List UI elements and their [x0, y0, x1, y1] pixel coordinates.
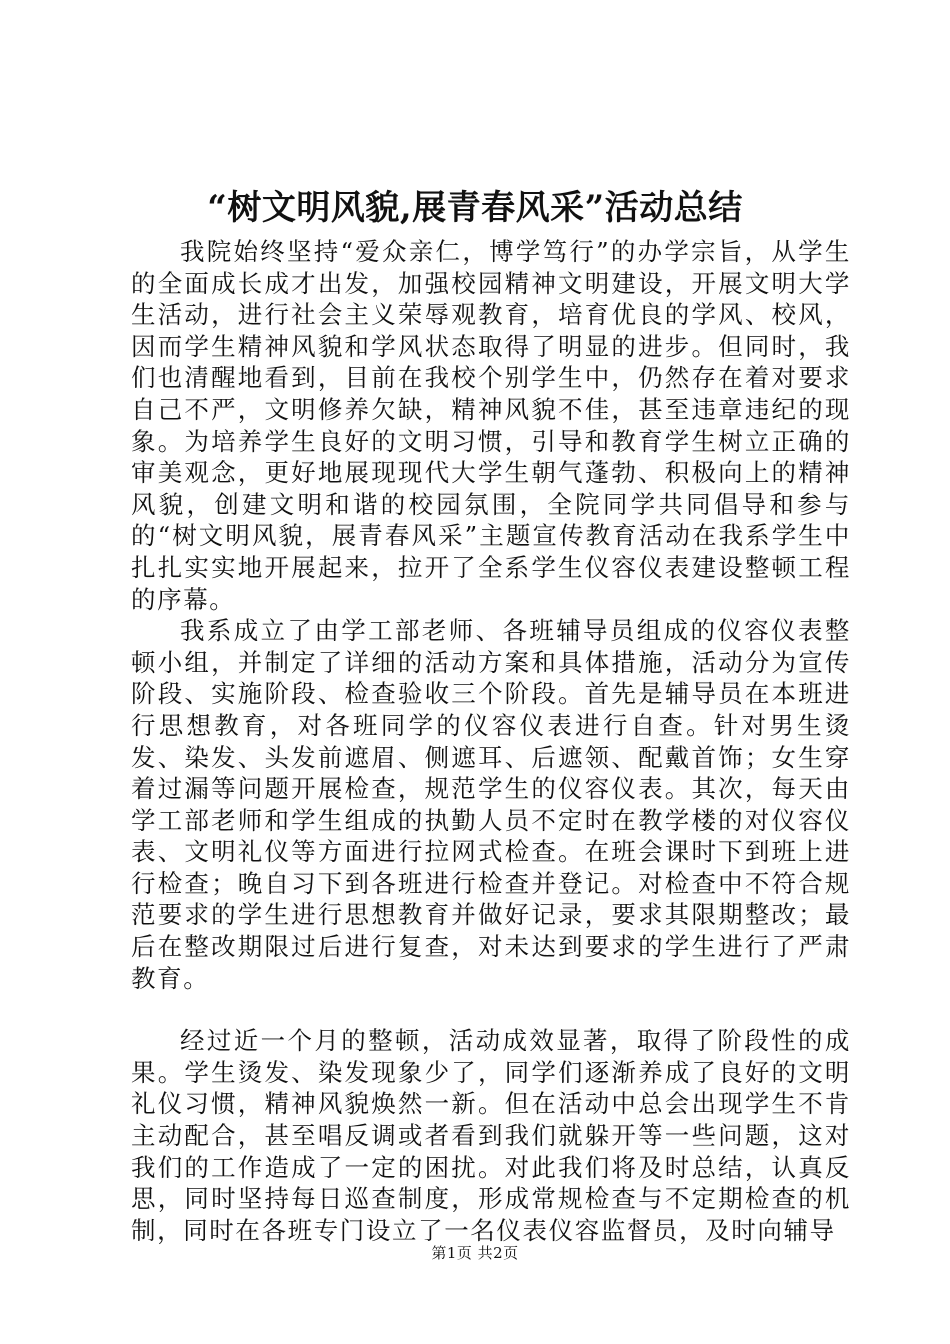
- paragraph-results: 经过近一个月的整顿，活动成效显著，取得了阶段性的成果。学生烫发、染发现象少了，同学们逐渐养成了良好的文明礼仪习惯，精神风貌焕然一新。但在活动中总会出现学生不肯主动配合，甚至唱反调或者看到我们就躲开等一些问题，这对我们的工作造成了一定的困扰。对此我们将及时总结，认真反思，同时坚持每日巡查制度，形成常规检查与不定期检查的机制，同时在各班专门设立了一名仪表仪容监督员，及时向辅导: [131, 1026, 851, 1245]
- paragraph-measures: 我系成立了由学工部老师、各班辅导员组成的仪容仪表整顿小组，并制定了详细的活动方案和具体措施，活动分为宣传阶段、实施阶段、检查验收三个阶段。首先是辅导员在本班进行思想教育，对各班同学的仪容仪表进行自查。针对男生烫发、染发、头发前遮眉、侧遮耳、后遮领、配戴首饰；女生穿着过漏等问题开展检查，规范学生的仪容仪表。其次，每天由学工部老师和学生组成的执勤人员不定时在教学楼的对仪容仪表、文明礼仪等方面进行拉网式检查。在班会课时下到班上进行检查；晚自习下到各班进行检查并登记。对检查中不符合规范要求的学生进行思想教育并做好记录，要求其限期整改；最后在整改期限过后进行复查，对未达到要求的学生进行了严肃教育。: [131, 616, 851, 993]
- document-title: “树文明风貌,展青春风采”活动总结: [207, 188, 743, 228]
- paragraph-intro: 我院始终坚持“爱众亲仁，博学笃行”的办学宗旨，从学生的全面成长成才出发，加强校园精神文明建设，开展文明大学生活动，进行社会主义荣辱观教育，培育优良的学风、校风，因而学生精神风貌和学风状态取得了明显的进步。但同时，我们也清醒地看到，目前在我校个别学生中，仍然存在着对要求自己不严，文明修养欠缺，精神风貌不佳，甚至违章违纪的现象。为培养学生良好的文明习惯，引导和教育学生树立正确的审美观念，更好地展现现代大学生朝气蓬勃、积极向上的精神风貌，创建文明和谐的校园氛围，全院同学共同倡导和参与的“树文明风貌，展青春风采”主题宣传教育活动在我系学生中扎扎实实地开展起来，拉开了全系学生仪容仪表建设整顿工程的序幕。: [131, 237, 851, 614]
- document-body: [131, 236, 851, 1246]
- page-footer: 第1页 共2页: [431, 1244, 519, 1262]
